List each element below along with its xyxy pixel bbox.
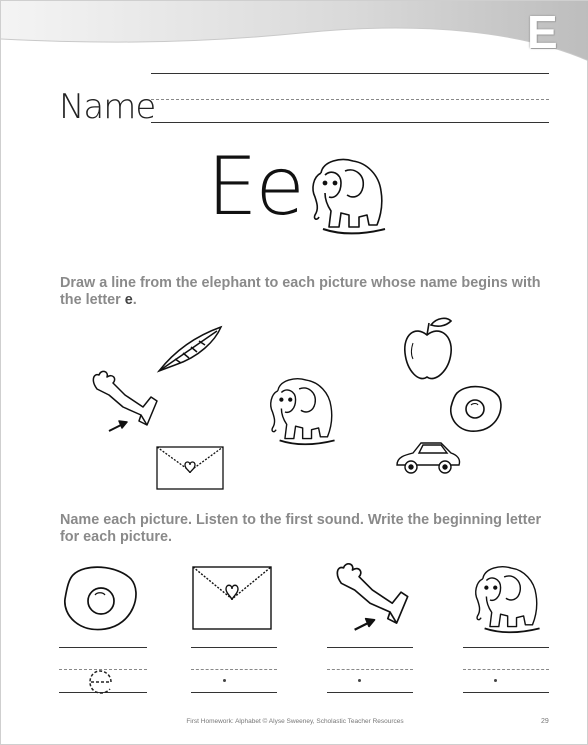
activity2-instruction: Name each picture. Listen to the first sound. Write the beginning letter for each picture. (60, 512, 542, 545)
answer3-base-line[interactable] (327, 692, 413, 693)
elephant-icon (301, 153, 391, 241)
answer3-start-dot (358, 679, 361, 682)
name-mid-dashline (151, 99, 549, 100)
envelope-icon[interactable] (155, 443, 225, 493)
egg-icon[interactable] (447, 383, 505, 435)
center-elephant-icon[interactable] (255, 373, 345, 451)
car-icon[interactable] (393, 439, 463, 479)
answer-elbow-icon (327, 559, 411, 643)
hand-arm-icon[interactable] (85, 367, 159, 443)
answer-egg-icon (59, 563, 143, 635)
answer-elephant-icon (461, 561, 549, 639)
answer4-top-line (463, 647, 549, 648)
answer3-mid-line (327, 669, 413, 670)
header-letter: E (527, 6, 558, 58)
header-banner (1, 1, 588, 61)
answer-envelope-icon (191, 563, 273, 633)
answer1-top-line (59, 647, 147, 648)
footer-credit: First Homework: Alphabet © Alyse Sweeney, Scholastic Teacher Resources (186, 718, 404, 725)
page-number: 29 (541, 718, 549, 725)
apple-icon[interactable] (399, 313, 457, 385)
activity1-instruction (60, 275, 552, 309)
answer2-base-line[interactable] (191, 692, 277, 693)
name-top-line (151, 73, 549, 74)
answer2-mid-line (191, 669, 277, 670)
name-writing-line[interactable] (151, 122, 549, 123)
answer2-top-line (191, 647, 277, 648)
feather-icon[interactable] (153, 323, 225, 375)
answer4-start-dot (494, 679, 497, 682)
traced-e-guide (87, 669, 115, 695)
answer3-top-line (327, 647, 413, 648)
answer4-mid-line (463, 669, 549, 670)
answer2-start-dot (223, 679, 226, 682)
activity1-instruction-end: . (132, 292, 137, 308)
name-label: Name (59, 87, 156, 127)
activity1-instruction-text: Draw a line from the elephant to each picture whose name begins with the letter (60, 275, 541, 308)
answer4-base-line[interactable] (463, 692, 549, 693)
activity1-letter: e (124, 292, 133, 308)
featured-letters: Ee (207, 140, 303, 233)
